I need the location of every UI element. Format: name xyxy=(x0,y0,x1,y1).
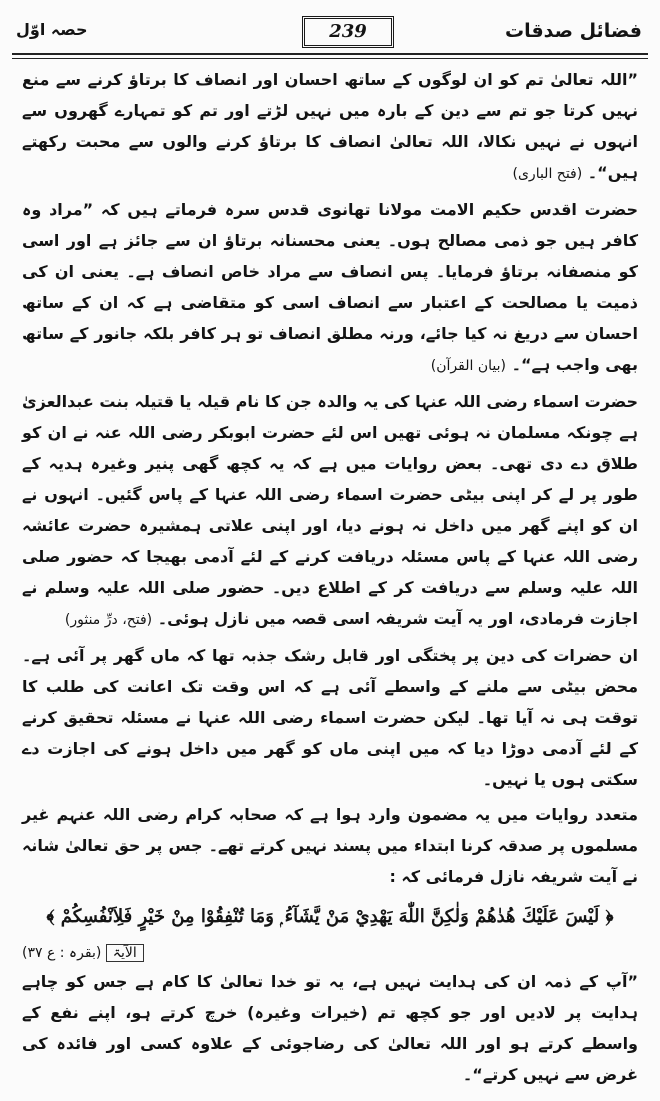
page-body xyxy=(22,64,638,1094)
paragraph-1 xyxy=(22,64,638,190)
paragraph-2-text: حضرت اقدس حکیم الامت مولانا تھانوی قدس سرہ فرماتے ہیں کہ ”مراد وہ کافر ہیں جو ذمی مصالح ہوں۔ یعنی محسنانہ برتاؤ ان سے جائز ہے اور اسی کو منصفانہ برتاؤ فرمایا۔ پس انصاف سے مراد خاص انصاف ہے۔ یعنی ان کی ذمیت یا مصالحت کے اعتبار سے انصاف اسی کو متقاضی ہے کہ ان کے ساتھ احسان سے دریغ نہ کیا جائے، ورنہ مطلق انصاف تو ہر کافر بلکہ جانور کے ساتھ بھی واجب ہے“۔ xyxy=(22,200,638,374)
quran-ayah: ﴿ لَيْسَ عَلَيْكَ هُدٰهُمْ وَلٰكِنَّ اللّٰهَ يَهْدِيْ مَنْ يَّشَآءُ ۭ وَمَا تُنْفِقُوْا مِنْ خَيْرٍ فَلِاَنْفُسِكُمْ ﴾ xyxy=(46,906,614,927)
reference-durr-manthur: (فتح، درِّ منثور) xyxy=(64,612,153,628)
ayah-label: الآیۃ xyxy=(106,944,144,962)
paragraph-1-text: ”اللہ تعالیٰ تم کو ان لوگوں کے ساتھ احسان اور انصاف کا برتاؤ کرنے سے منع نہیں کرتا جو تم سے دین کے بارہ میں نہیں لڑتے اور تم کو تمہارے گھروں سے انہوں نے نہیں نکالا، اللہ تعالیٰ انصاف کا برتاؤ کرنے والوں سے محبت رکھتے ہیں“۔ xyxy=(22,70,638,182)
ayah-citation: (بقرہ : ع ۳۷) xyxy=(22,945,102,961)
page-header xyxy=(10,14,650,48)
paragraph-6: ”آپ کے ذمہ ان کی ہدایت نہیں ہے، یہ تو خدا تعالیٰ کا کام ہے جس کو چاہے ہدایت پر لادیں اور جو کچھ تم (خیرات وغیرہ) خرچ کرتے ہو، اپنے نفع کے واسطے کرتے ہو اور اللہ تعالیٰ کی رضاجوئی کے علاوہ کسی اور فائدہ کی غرض سے نہیں کرتے“۔ xyxy=(22,972,638,1084)
paragraph-3-text: حضرت اسماء رضی اللہ عنہا کی یہ والدہ جن کا نام قیلہ یا قتیلہ بنت عبدالعزیٰ ہے چونکہ مسلمان نہ ہوئی تھیں اس لئے حضرت ابوبکر رضی اللہ عنہ نے ان کو طلاق دے دی تھی۔ بعض روایات میں ہے کہ یہ کچھ گھی پنیر وغیرہ ہدیہ کے طور پر لے کر اپنی بیٹی حضرت اسماء رضی اللہ عنہا کے پاس گئیں۔ انہوں نے ان کو اپنے گھر میں داخل نہ ہونے دیا، اور اپنی علاتی ہمشیرہ حضرت عائشہ رضی اللہ عنہا کے پاس مسئلہ دریافت کرنے کے لئے آدمی بھیجا کہ حضور صلی اللہ علیہ وسلم سے دریافت کر کے اطلاع دیں۔ حضور صلی اللہ علیہ وسلم نے اجازت فرمادی، اور یہ آیت شریفہ اسی قصہ میں نازل ہوئی۔ xyxy=(22,392,638,628)
page-number: 239 xyxy=(302,16,394,48)
ayah-reference xyxy=(22,940,638,966)
paragraph-4: ان حضرات کی دین پر پختگی اور قابل رشک جذبہ تھا کہ ماں گھر پر آئی ہے۔ محض بیٹی سے ملنے کے واسطے آئی ہے کہ اس وقت تک اعانت کی طلب کا توقت ہی نہ آیا تھا۔ لیکن حضرت اسماء رضی اللہ عنہا نے مسئلہ تحقیق کرنے کے لئے آدمی دوڑا دیا کہ میں اپنی ماں کو گھر میں داخل ہونے کی اجازت دے سکتی ہوں یا نہیں۔ xyxy=(22,646,638,789)
paragraph-3 xyxy=(22,386,638,636)
reference-fath-al-bari: (فتح الباری) xyxy=(512,166,583,182)
part-label: حصہ اوّل xyxy=(16,20,88,39)
reference-bayan-al-quran: (بیان القرآن) xyxy=(430,358,506,374)
book-title: فضائل صدقات xyxy=(504,20,642,42)
paragraph-2 xyxy=(22,194,638,382)
paragraph-5: متعدد روایات میں یہ مضمون وارد ہوا ہے کہ صحابہ کرام رضی اللہ عنہم غیر مسلموں پر صدقہ کرنا ابتداء میں پسند نہیں کرتے تھے۔ جس پر حق تعالیٰ شانہ نے آیت شریفہ نازل فرمائی کہ : xyxy=(22,805,638,886)
header-rule xyxy=(12,53,648,59)
